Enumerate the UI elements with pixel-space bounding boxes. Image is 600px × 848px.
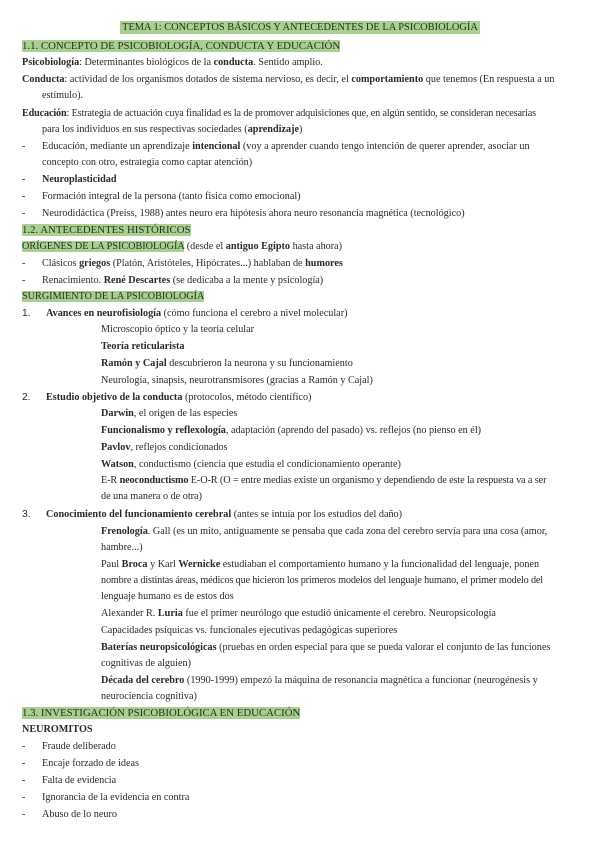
definition-conducta: Conducta: actividad de los organismos dotados de sistema nervioso, es decir, el comportamiento que tenemos (En respuesta a un — [22, 74, 555, 85]
bullet-dash: - — [22, 275, 26, 286]
subheading-origenes: ORÍGENES DE LA PSICOBIOLOGÍA (desde el antiguo Egipto hasta ahora) — [22, 241, 343, 252]
bullet-educacion: Educación, mediante un aprendizaje intencional (voy a aprender cuando tengo intención de querer aprender, asociar un — [42, 141, 530, 152]
section-heading-1-2: 1.2. ANTECEDENTES HISTÓRICOS — [22, 224, 191, 236]
subheading-neuromitos: NEUROMITOS — [22, 724, 93, 735]
sub-item: Darwin, el origen de las especies — [101, 408, 238, 419]
sub-item-cont: de una manera o de otra) — [101, 491, 202, 502]
bullet-clasicos: Clásicos griegos (Platón, Aristóteles, Hipócrates...) hablaban de humores — [42, 258, 343, 269]
numbered-item-cerebral: Conocimiento del funcionamiento cerebral (antes se intuía por los estudios del daño) — [46, 509, 403, 520]
sub-item: Funcionalismo y reflexología, adaptación (aprendo del pasado) vs. reflejos (no pienso en él) — [101, 425, 482, 436]
section-heading-1-1: 1.1. CONCEPTO DE PSICOBIOLOGÍA, CONDUCTA Y EDUCACIÓN — [22, 40, 341, 52]
bullet-formacion: Formación integral de la persona (tanto física como emocional) — [42, 191, 301, 202]
page-title: TEMA 1: CONCEPTOS BÁSICOS Y ANTECEDENTES DE LA PSICOBIOLOGÍA — [122, 22, 478, 33]
sub-item-cont: neurociencia cognitiva) — [101, 691, 197, 702]
list-item: Abuso de lo neuro — [42, 809, 117, 820]
sub-item: Ramón y Cajal descubrieron la neurona y su funcionamiento — [101, 358, 353, 369]
bullet-dash: - — [22, 258, 26, 269]
sub-item: Pavlov, reflejos condicionados — [101, 442, 228, 453]
bullet-educacion-cont: concepto con otro, estrategia como captar atención) — [42, 157, 253, 168]
sub-item: Teoría reticularista — [101, 341, 185, 352]
definition-psicobiologia: Psicobiología: Determinantes biológicos de la conducta. Sentido amplio. — [22, 57, 323, 68]
section-heading-1-3: 1.3. INVESTIGACIÓN PSICOBIOLÓGICA EN EDUCACIÓN — [22, 707, 301, 719]
bullet-dash: - — [22, 792, 26, 803]
definition-educacion-cont: para los individuos en sus respectivas sociedades (aprendizaje) — [42, 124, 303, 135]
list-item: Falta de evidencia — [42, 775, 117, 786]
bullet-dash: - — [22, 174, 26, 185]
sub-item-cont: cognitivas de alguien) — [101, 658, 191, 669]
sub-item: Watson, conductismo (ciencia que estudia el condicionamiento operante) — [101, 459, 401, 470]
sub-item: Microscopio óptico y la teoría celular — [101, 324, 255, 335]
sub-item: Neurología, sinapsis, neurotransmisores (gracias a Ramón y Cajal) — [101, 375, 373, 386]
sub-item: Paul Broca y Karl Wernicke estudiaban el comportamiento humano y la funcionalidad del lenguaje, ponen — [101, 559, 540, 570]
list-item: Ignorancia de la evidencia en contra — [42, 792, 190, 803]
sub-item: Alexander R. Luria fue el primer neurólogo que estudió únicamente el cerebro. Neuropsicología — [101, 608, 496, 619]
sub-item: E-R neoconductismo E-O-R (O = entre medias existe un organismo y dependiendo de este la respuesta va a ser — [101, 475, 547, 486]
bullet-dash: - — [22, 208, 26, 219]
bullet-renacimiento: Renacimiento. René Descartes (se dedicaba a la mente y psicología) — [42, 275, 324, 286]
list-item: Encaje forzado de ideas — [42, 758, 140, 769]
definition-conducta-cont: estímulo). — [42, 90, 84, 101]
sub-item: Capacidades psíquicas vs. funcionales ejecutivas pedagógicas superiores — [101, 625, 398, 636]
subheading-surgimiento: SURGIMIENTO DE LA PSICOBIOLOGÍA — [22, 291, 205, 302]
sub-item: Frenología. Gall (es un mito, antiguamente se pensaba que cada zona del cerebro servía para una cosa (amor, — [101, 526, 548, 537]
bullet-dash: - — [22, 741, 26, 752]
sub-item-cont: nombre a distintas áreas, médicos que hicieron los primeros modelos del lenguaje humano, el primer modelo del — [101, 575, 543, 586]
bullet-dash: - — [22, 775, 26, 786]
list-number-2: 2. — [22, 392, 31, 403]
numbered-item-neurofisiologia: Avances en neurofisiología (cómo funciona el cerebro a nivel molecular) — [46, 308, 348, 319]
bullet-dash: - — [22, 141, 26, 152]
list-number-3: 3. — [22, 509, 31, 520]
list-item: Fraude deliberado — [42, 741, 116, 752]
sub-item: Década del cerebro (1990-1999) empezó la máquina de resonancia magnética a funcionar (neurogénesis y — [101, 675, 538, 686]
definition-educacion: Educación: Estrategia de actuación cuya finalidad es la de promover adquisiciones que, en algún sentido, se consideran necesarias — [22, 108, 536, 119]
bullet-dash: - — [22, 758, 26, 769]
bullet-neuroplasticidad: Neuroplasticidad — [42, 174, 117, 185]
sub-item-cont: lenguaje humano es de estos dos — [101, 591, 234, 602]
bullet-dash: - — [22, 191, 26, 202]
sub-item: Baterías neuropsicológicas (pruebas en orden especial para que se pueda valorar el conjunto de las funciones — [101, 642, 551, 653]
bullet-dash: - — [22, 809, 26, 820]
sub-item-cont: hambre...) — [101, 542, 143, 553]
numbered-item-conducta: Estudio objetivo de la conducta (protocolos, método científico) — [46, 392, 312, 403]
list-number-1: 1. — [22, 308, 31, 319]
bullet-neurodidactica: Neurodidáctica (Preiss, 1988) antes neuro era hipótesis ahora neuro resonancia magnética (tecnológico) — [42, 208, 465, 219]
